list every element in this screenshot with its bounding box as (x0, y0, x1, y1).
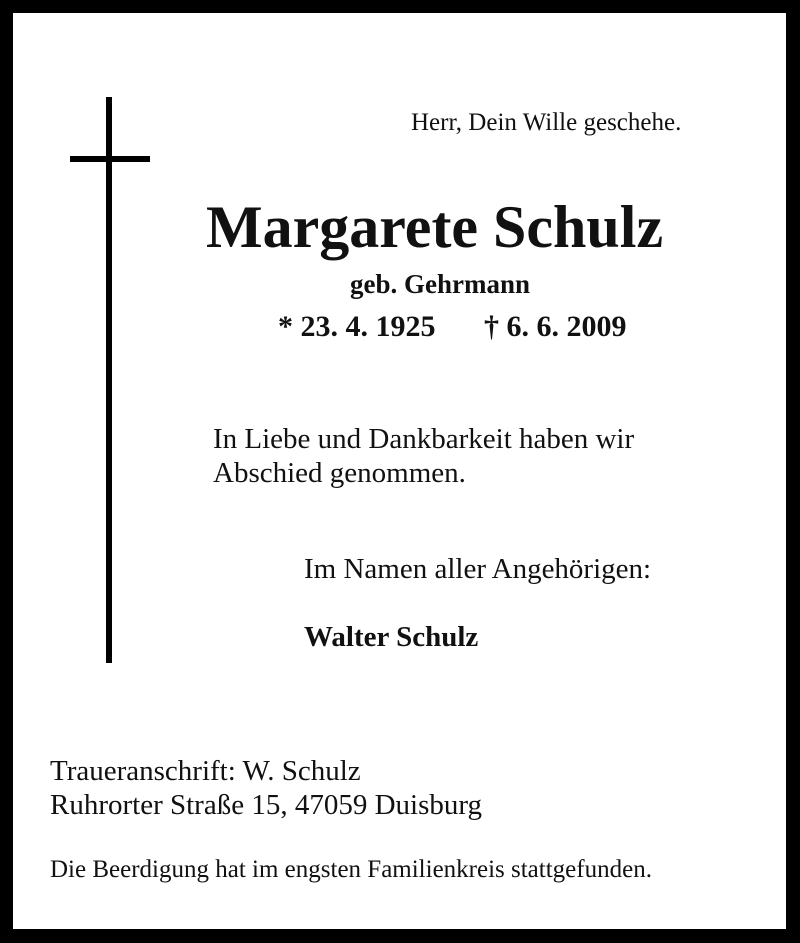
cross-icon-vertical (106, 97, 112, 663)
address-line-1: Traueranschrift: W. Schulz (50, 755, 361, 787)
address-line-2: Ruhrorter Straße 15, 47059 Duisburg (50, 789, 482, 821)
message-line-1: In Liebe und Dankbarkeit haben wir (213, 423, 635, 455)
obituary-card (13, 13, 786, 929)
on-behalf-text: Im Namen aller Angehörigen: (304, 553, 652, 585)
message-line-2: Abschied genommen. (213, 457, 466, 489)
deceased-name: Margarete Schulz (206, 194, 664, 260)
birth-date: * 23. 4. 1925 (278, 310, 436, 343)
cross-icon-horizontal (70, 156, 150, 162)
signatory: Walter Schulz (304, 621, 479, 653)
death-date: † 6. 6. 2009 (484, 310, 627, 343)
motto: Herr, Dein Wille geschehe. (411, 109, 682, 136)
funeral-note: Die Beerdigung hat im engsten Familienkreis stattgefunden. (50, 856, 652, 883)
maiden-name: geb. Gehrmann (350, 269, 531, 299)
